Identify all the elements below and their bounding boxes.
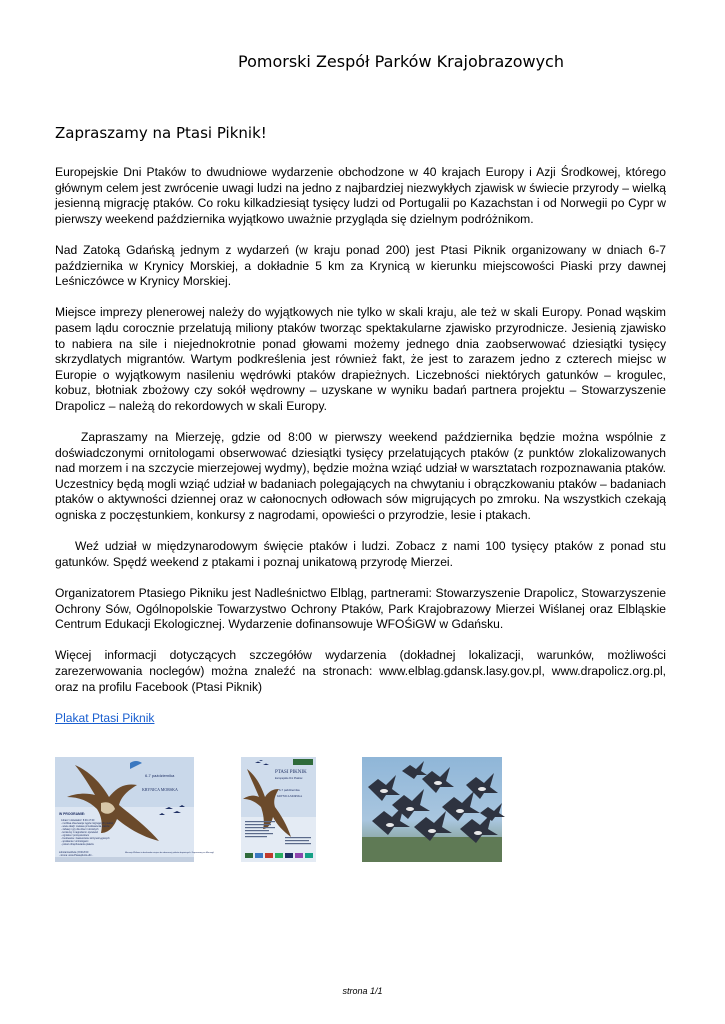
paragraph: Europejskie Dni Ptaków to dwudniowe wydarzenie obchodzone w 40 krajach Europy i Azji Środkowej, którego głównym celem jest zwrócenie uwagi ludzi na jedno z najbardziej niezwykłych zjawisk w świecie przyrody – wielką jesienną migrację ptaków. Co roku kilkadziesiąt tysięcy ludzi od Portugalii po Kazachstan i od Norwegii po Cypr w pierwszy weekend października wyjątkowo uważnie przygląda się dzielnym podróżnikom. [55,165,666,226]
poster-1-image [55,757,215,862]
poster-1-program-head: W PROGRAMIE: [59,812,86,816]
article-body [55,165,666,742]
poster-1-program-line: - budowanie i zawieszanie skrzynek lęgowych [61,837,110,840]
poster-2-subtitle: Europejskie Dni Ptaków [275,777,303,780]
poster-1-footer-left: sobota/niedziela | 8:00-8:00 [59,851,89,854]
poster-thumbnail-1[interactable] [55,757,215,862]
poster-1-program-line: - wiele okazji: ciekawe przedstawienia ptaków [61,825,110,828]
poster-2-image [241,757,316,862]
geese-photo[interactable] [362,757,502,862]
geese-flock-image [362,757,502,862]
poster-1-program-line: - konkursy z nagrodami i opowieści [61,831,99,834]
poster-2-place: KRYNICA MORSKA [277,795,303,798]
poster-1-footer-right: Mierzeja Wiślana to doskonałe miejsce do obserwacji ptaków drapieżnych. Zapraszamy na Mierzeję! [125,852,215,854]
page-number: strona 1/1 [342,986,383,996]
article-title: Zapraszamy na Ptasi Piknik! [55,124,267,142]
poster-2-title: PTASI PIKNIK [275,770,307,775]
paragraph: Miejsce imprezy plenerowej należy do wyjątkowych nie tylko w skali kraju, ale też w skali Europy. Ponad wąskim pasem lądu corocznie przelatują miliony ptaków tworząc spektakularne zjawisko przyrodnicze. Jesienią zjawisko to nabiera na sile i niejednokrotnie ponad głowami możemy jednego dnia zaobserwować dziesiątki tysięcy skrzydlatych migrantów. Wartym podkreślenia jest również fakt, że jest to zarazem jedno z czterech miejsc w Europie o wyjątkowym nasileniu wędrówki ptaków drapieżnych. Liczebności niektórych gatunków – krogulec, kobuz, błotniak zbożowy czy sokół wędrowny – uzyskane w wyniku badań partnera projektu – Stowarzyszenie Drapolicz – należą do rekordowych w skali Europy. [55,305,666,413]
paragraph: Weź udział w międzynarodowym święcie ptaków i ludzi. Zobacz z nami 100 tysięcy ptaków z ponad stu gatunków. Spędź weekend z ptakami i poznaj unikatową przyrodę Mierzei. [55,539,666,569]
paragraph: Zapraszamy na Mierzeję, gdzie od 8:00 w pierwszy weekend października będzie można wspólnie z doświadczonymi ornitologami obserwować dziesiątki tysięcy przelatujących ptaków (z punktów zlokalizowanych nad morzem i na szczycie mierzejowej wydmy), będzie można wziąć udział w warsztatach rozpoznawania ptaków. Uczestnicy będą mogli wziąć udział w badaniach polegających na chwytaniu i obrączkowaniu ptaków – badaniach ptaków o aktywności dziennej oraz w całonocnych odłowach sów migrujących po zmroku. Na wszystkich czekają ogniska z poczęstunkiem, konkursy z nagrodami, opowieści o przyrodzie, lesie i ptakach. [55,430,666,523]
forest-logo-icon [293,759,313,765]
poster-1-program-line: zobacz i doświadcz: 8:00-17:00 [61,819,95,822]
poster-1-date: 6-7 października [145,773,175,778]
poster-1-footer-left2: - strona: www.Ptasiepiknik.elbl... [59,854,94,857]
poster-1-program-line: - zabawy i gry dla dzieci i dorosłych [61,828,99,831]
organization-name: Pomorski Zespół Parków Krajobrazowych [238,52,564,71]
image-gallery [0,757,725,863]
poster-1-program-line: - możliwa obserwacja: lęgów migrujących ptaków [61,822,114,825]
poster-1-program-line: - pokaz obrączkowania ptaków [61,843,94,846]
poster-link[interactable]: Plakat Ptasi Piknik [55,710,155,725]
poster-1-place: KRYNICA MORSKA [142,787,178,792]
paragraph: Więcej informacji dotyczących szczegółów wydarzenia (dokładnej lokalizacji, warunków, możliwości zarezerwowania noclegów) można znaleźć na stronach: www.elblag.gdansk.lasy.gov.pl, www.drapolicz.org.pl, oraz na profilu Facebook (Ptasi Piknik) [55,648,666,694]
poster-2-date: 6-7 października [279,788,300,792]
poster-1-program-line: - spotkania z ornitologami [61,840,89,843]
paragraph: Organizatorem Ptasiego Pikniku jest Nadleśnictwo Elbląg, partnerami: Stowarzyszenie Drapolicz, Stowarzyszenie Ochrony Sów, Ogólnopolskie Towarzystwo Ochrony Ptaków, Park Krajobrazowy Mierzei Wiślanej oraz Elbląskie Centrum Edukacji Ekologicznej. Wydarzenie dofinansowuje WFOŚiGW w Gdańsku. [55,586,666,632]
poster-thumbnail-2[interactable] [241,757,316,862]
sponsor-logos [245,853,313,858]
poster-1-program-line: - ogniska z poczęstunkiem [61,834,90,837]
page-footer [0,986,725,996]
paragraph: Nad Zatoką Gdańską jednym z wydarzeń (w kraju ponad 200) jest Ptasi Piknik organizowany w dniach 6-7 października w Krynicy Morskiej, a dokładnie 5 km za Krynicą w kierunku miejscowości Piaski przy dawnej Leśniczówce w Krynicy Morskiej. [55,242,666,289]
